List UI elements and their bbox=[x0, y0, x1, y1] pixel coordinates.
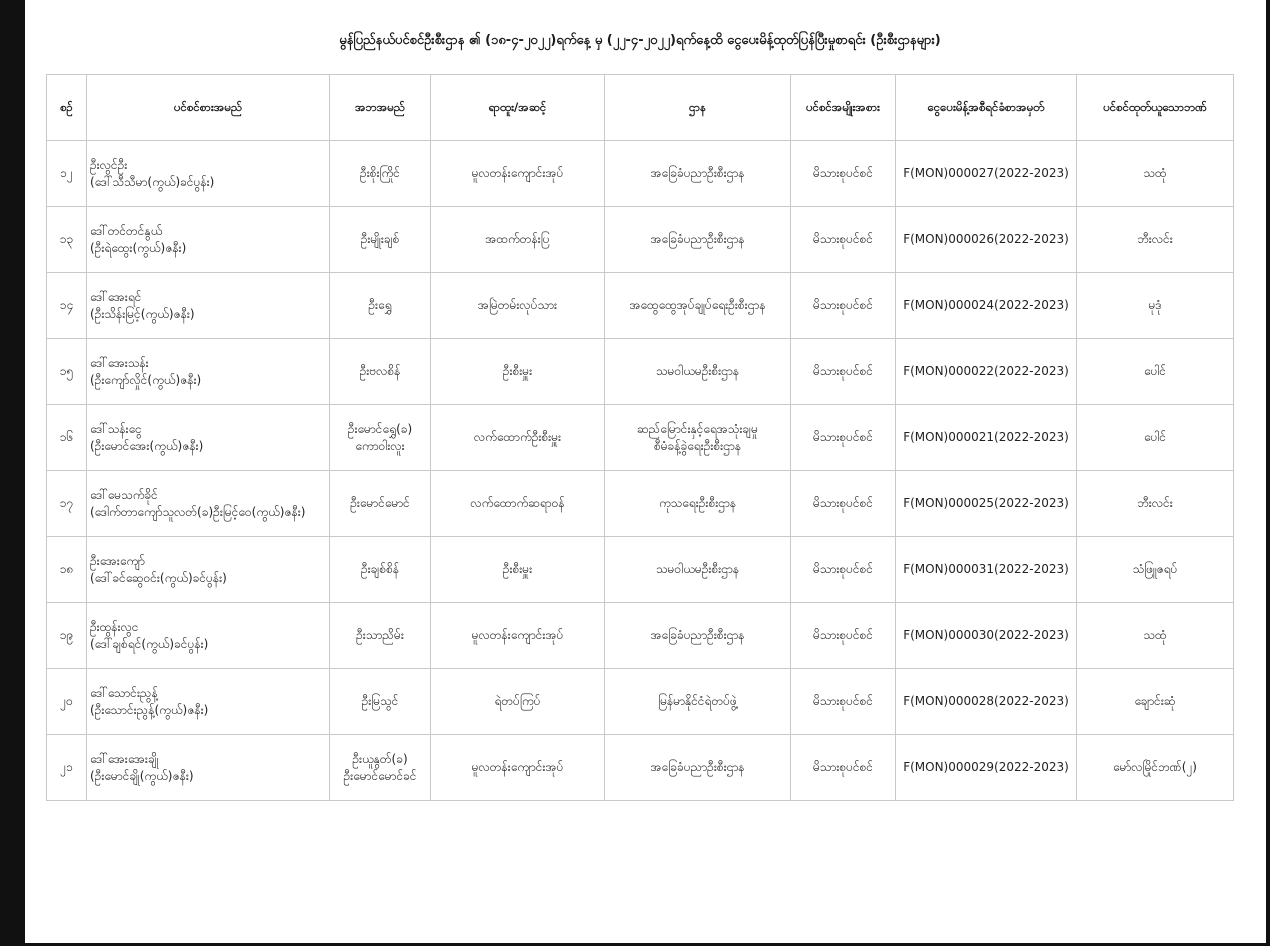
father-name: ဦးယူနွတ်(ခ) bbox=[352, 751, 408, 766]
cell-department bbox=[605, 141, 791, 207]
pensioner-name: ဒေါ်သန်းငွေ bbox=[90, 421, 142, 436]
header-pension-type: ပင်စင်အမျိုးအစား bbox=[791, 75, 896, 141]
pensioner-name: ဦးလွင်ဦး bbox=[90, 157, 128, 172]
cell-pensioner bbox=[87, 537, 330, 603]
table-row bbox=[47, 207, 1234, 273]
cell-department bbox=[605, 207, 791, 273]
department-name: အခြေခံပညာဦးစီးဌာန bbox=[650, 760, 745, 774]
cell-department bbox=[605, 537, 791, 603]
cell-order-no: F(MON)000027(2022-2023) bbox=[896, 141, 1077, 207]
pensioner-relation: (ဒေါ်ခင်ဆွေဝင်း(ကွယ်)ခင်ပွန်း) bbox=[90, 570, 227, 585]
header-father: အဘအမည် bbox=[330, 75, 431, 141]
cell-office: ပေါင် bbox=[1077, 405, 1234, 471]
header-order-no: ငွေပေးမိန့်အစီရင်ခံစာအမှတ် bbox=[896, 75, 1077, 141]
cell-office: ချောင်းဆုံ bbox=[1077, 669, 1234, 735]
father-name: ဦးမြသွင် bbox=[361, 694, 399, 708]
department-name: သမဝါယမဦးစီးဌာန bbox=[655, 364, 740, 378]
cell-pensioner bbox=[87, 735, 330, 801]
cell-pension-type: မိသားစုပင်စင် bbox=[791, 735, 896, 801]
cell-father bbox=[330, 141, 431, 207]
pensioner-relation: (ဒေါ်ချစ်ရင်(ကွယ်)ခင်ပွန်း) bbox=[90, 636, 209, 651]
cell-no: ၂၀ bbox=[47, 669, 87, 735]
pensioner-name: ဒေါ်သောင်းညွန့် bbox=[90, 685, 158, 700]
header-office: ပင်စင်ထုတ်ယူသောဘဏ် bbox=[1077, 75, 1234, 141]
table-row bbox=[47, 273, 1234, 339]
cell-department bbox=[605, 339, 791, 405]
pensioner-name: ဒေါ်အေးသန်း bbox=[90, 355, 149, 370]
cell-father bbox=[330, 339, 431, 405]
cell-pensioner bbox=[87, 141, 330, 207]
department-name: အခြေခံပညာဦးစီးဌာန bbox=[650, 166, 745, 180]
cell-rank: မူလတန်းကျောင်းအုပ် bbox=[431, 735, 605, 801]
cell-pensioner bbox=[87, 603, 330, 669]
father-name: ဦးမျိုးချစ် bbox=[360, 232, 400, 246]
cell-no: ၁၂ bbox=[47, 141, 87, 207]
cell-office: ဘီးလင်း bbox=[1077, 207, 1234, 273]
father-name: ဦးမောင်ရွှေ(ခ) bbox=[347, 421, 413, 436]
cell-department bbox=[605, 273, 791, 339]
document-title: မွန်ပြည်နယ်ပင်စင်ဦးစီးဌာန ၏ (၁၈-၄-၂၀၂၂)ရက်နေ့ မှ (၂၂-၄-၂၀၂၂)ရက်နေ့ထိ ငွေပေးမိန့်ထုတ်ပြန်ပြီးမှုစာရင်း (ဦးစီးဌာနများ) bbox=[339, 33, 941, 48]
cell-father bbox=[330, 273, 431, 339]
pensioner-relation: (ဦးမောင်ချို(ကွယ်)ဇနီး) bbox=[90, 768, 194, 783]
pensioner-relation: (ဦးမောင်အေး(ကွယ်)ဇနီး) bbox=[90, 438, 204, 453]
father-name: ဦးချစ်စိန် bbox=[360, 562, 400, 576]
cell-department bbox=[605, 669, 791, 735]
father-name: ဦးမောင်မောင် bbox=[350, 496, 410, 510]
cell-pensioner bbox=[87, 405, 330, 471]
document-page bbox=[25, 0, 1266, 943]
cell-father bbox=[330, 207, 431, 273]
cell-pension-type: မိသားစုပင်စင် bbox=[791, 273, 896, 339]
pensioner-relation: (ဦးရဲထွေး(ကွယ်)ဇနီး) bbox=[90, 240, 187, 255]
cell-office: မော်လမြိုင်ဘဏ်(၂) bbox=[1077, 735, 1234, 801]
cell-no: ၁၅ bbox=[47, 339, 87, 405]
table-header-row bbox=[47, 75, 1234, 141]
cell-pensioner bbox=[87, 273, 330, 339]
cell-father bbox=[330, 603, 431, 669]
cell-pension-type: မိသားစုပင်စင် bbox=[791, 405, 896, 471]
pensioner-relation: (ဦးသောင်းညွန့်(ကွယ်)ဇနီး) bbox=[90, 702, 209, 717]
cell-office: ပေါင် bbox=[1077, 339, 1234, 405]
father-name: ဦးသာညိမ်း bbox=[356, 628, 404, 642]
cell-pension-type: မိသားစုပင်စင် bbox=[791, 603, 896, 669]
cell-pension-type: မိသားစုပင်စင် bbox=[791, 471, 896, 537]
cell-father bbox=[330, 405, 431, 471]
cell-order-no: F(MON)000025(2022-2023) bbox=[896, 471, 1077, 537]
cell-no: ၁၇ bbox=[47, 471, 87, 537]
father-name: ဦးစိုးကြိုင် bbox=[360, 166, 400, 180]
department-name: အထွေထွေအုပ်ချုပ်ရေးဦးစီးဌာန bbox=[629, 298, 766, 312]
cell-office: သထုံ bbox=[1077, 141, 1234, 207]
father-name: ဦးဗလစိန် bbox=[359, 364, 401, 378]
pensioner-name: ဒေါ်အေးအေးချို bbox=[90, 751, 159, 766]
header-pensioner: ပင်စင်စားအမည် bbox=[87, 75, 330, 141]
cell-no: ၁၈ bbox=[47, 537, 87, 603]
cell-order-no: F(MON)000022(2022-2023) bbox=[896, 339, 1077, 405]
cell-no: ၁၉ bbox=[47, 603, 87, 669]
cell-pensioner bbox=[87, 471, 330, 537]
cell-department bbox=[605, 603, 791, 669]
table-row bbox=[47, 603, 1234, 669]
cell-father bbox=[330, 735, 431, 801]
pension-table bbox=[46, 74, 1234, 801]
table-row bbox=[47, 471, 1234, 537]
department-name: သမဝါယမဦးစီးဌာန bbox=[655, 562, 740, 576]
cell-father bbox=[330, 669, 431, 735]
cell-rank: ရဲတပ်ကြပ် bbox=[431, 669, 605, 735]
cell-order-no: F(MON)000029(2022-2023) bbox=[896, 735, 1077, 801]
cell-father bbox=[330, 471, 431, 537]
cell-department bbox=[605, 471, 791, 537]
table-row bbox=[47, 537, 1234, 603]
cell-department bbox=[605, 405, 791, 471]
table-row bbox=[47, 141, 1234, 207]
cell-rank: လက်ထောက်ဆရာဝန် bbox=[431, 471, 605, 537]
cell-rank: မူလတန်းကျောင်းအုပ် bbox=[431, 603, 605, 669]
cell-office: သထုံ bbox=[1077, 603, 1234, 669]
department-name: ကုသရေးဦးစီးဌာန bbox=[658, 496, 737, 510]
table-body bbox=[47, 141, 1234, 801]
cell-office: မုဒုံ bbox=[1077, 273, 1234, 339]
pensioner-name: ဒေါ်အေးရင် bbox=[90, 289, 142, 304]
cell-order-no: F(MON)000021(2022-2023) bbox=[896, 405, 1077, 471]
father-alias: ဦးမောင်မောင်ခင် bbox=[343, 768, 417, 783]
pensioner-name: ဦးအေးကျော် bbox=[90, 553, 145, 568]
cell-pensioner bbox=[87, 207, 330, 273]
cell-no: ၁၃ bbox=[47, 207, 87, 273]
cell-order-no: F(MON)000024(2022-2023) bbox=[896, 273, 1077, 339]
cell-order-no: F(MON)000030(2022-2023) bbox=[896, 603, 1077, 669]
pensioner-relation: (ဦးကျော်လှိုင်(ကွယ်)ဇနီး) bbox=[90, 372, 202, 387]
department-name-cont: စီမံခန့်ခွဲရေးဦးစီးဌာန bbox=[653, 438, 742, 453]
table-row bbox=[47, 735, 1234, 801]
cell-pension-type: မိသားစုပင်စင် bbox=[791, 339, 896, 405]
header-department: ဌာန bbox=[605, 75, 791, 141]
header-no: စဉ် bbox=[47, 75, 87, 141]
cell-no: ၁၆ bbox=[47, 405, 87, 471]
table-row bbox=[47, 405, 1234, 471]
father-alias: ကောဝါးလူး bbox=[355, 438, 405, 453]
department-name: မြန်မာနိုင်ငံရဲတပ်ဖွဲ့ bbox=[658, 694, 737, 708]
cell-pension-type: မိသားစုပင်စင် bbox=[791, 141, 896, 207]
cell-pension-type: မိသားစုပင်စင် bbox=[791, 207, 896, 273]
cell-pensioner bbox=[87, 339, 330, 405]
cell-order-no: F(MON)000031(2022-2023) bbox=[896, 537, 1077, 603]
cell-no: ၁၄ bbox=[47, 273, 87, 339]
cell-rank: ဦးစီးမှူး bbox=[431, 339, 605, 405]
cell-rank: အမြဲတမ်းလုပ်သား bbox=[431, 273, 605, 339]
header-rank: ရာထူး/အဆင့် bbox=[431, 75, 605, 141]
cell-order-no: F(MON)000026(2022-2023) bbox=[896, 207, 1077, 273]
cell-rank: အထက်တန်းပြ bbox=[431, 207, 605, 273]
pensioner-relation: (ဒေါက်တာကျော်သူလတ်(ခ)ဦးမြင့်ဝေ(ကွယ်)ဇနီး) bbox=[90, 504, 306, 519]
cell-office: ဘီးလင်း bbox=[1077, 471, 1234, 537]
department-name: အခြေခံပညာဦးစီးဌာန bbox=[650, 628, 745, 642]
cell-rank: ဦးစီးမှူး bbox=[431, 537, 605, 603]
pensioner-name: ဦးထွန်းလွင bbox=[90, 619, 139, 634]
cell-rank: လက်ထောက်ဦးစီးမှူး bbox=[431, 405, 605, 471]
pensioner-relation: (ဒေါ်သီသီမာ(ကွယ်)ခင်ပွန်း) bbox=[90, 174, 215, 189]
pensioner-relation: (ဦးသိန်းမြင့်(ကွယ်)ဇနီး) bbox=[90, 306, 195, 321]
father-name: ဦးရွှေ bbox=[368, 298, 392, 312]
cell-rank: မူလတန်းကျောင်းအုပ် bbox=[431, 141, 605, 207]
cell-pension-type: မိသားစုပင်စင် bbox=[791, 669, 896, 735]
department-name: ဆည်မြောင်းနှင့်ရေအသုံးချမှု bbox=[637, 421, 758, 436]
cell-pensioner bbox=[87, 669, 330, 735]
table-row bbox=[47, 669, 1234, 735]
table-row bbox=[47, 339, 1234, 405]
pensioner-name: ဒေါ်တင်တင်နွယ် bbox=[90, 223, 163, 238]
cell-office: သံဖြူဇရပ် bbox=[1077, 537, 1234, 603]
cell-order-no: F(MON)000028(2022-2023) bbox=[896, 669, 1077, 735]
cell-father bbox=[330, 537, 431, 603]
cell-department bbox=[605, 735, 791, 801]
pensioner-name: ဒေါ်မေသက်ခိုင် bbox=[90, 487, 158, 502]
cell-no: ၂၁ bbox=[47, 735, 87, 801]
cell-pension-type: မိသားစုပင်စင် bbox=[791, 537, 896, 603]
department-name: အခြေခံပညာဦးစီးဌာန bbox=[650, 232, 745, 246]
